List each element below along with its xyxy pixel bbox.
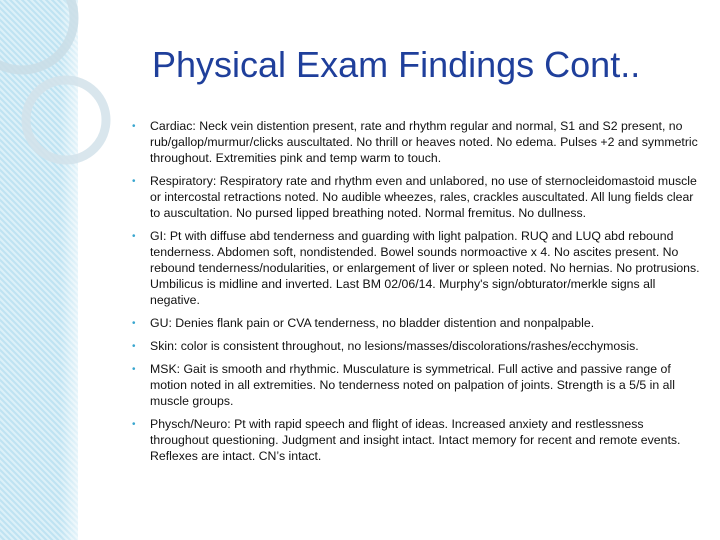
list-item-cardiac	[130, 118, 700, 166]
list-item-psych-neuro	[130, 416, 700, 464]
findings-list	[130, 118, 700, 471]
decorative-ring-small	[26, 80, 106, 160]
bullet-icon: •	[132, 364, 136, 375]
bullet-icon: •	[132, 318, 136, 329]
list-item-text: GU: Denies flank pain or CVA tenderness, no bladder distention and nonpalpable.	[150, 316, 595, 330]
list-item-skin	[130, 338, 700, 354]
bullet-icon: •	[132, 176, 136, 187]
bullet-icon: •	[132, 341, 136, 352]
decorative-ring-large	[0, 0, 74, 70]
list-item-text: Skin: color is consistent throughout, no lesions/masses/discolorations/rashes/ecchymosis.	[150, 339, 639, 353]
slide-title: Physical Exam Findings Cont..	[152, 44, 641, 85]
list-item-gi	[130, 228, 700, 308]
list-item-text: Cardiac: Neck vein distention present, rate and rhythm regular and normal, S1 and S2 present, no rub/gallop/murmur/clicks auscultated. No thrill or heaves noted. No edema. Pulses +2 and symmetric throughout. Extremities pink and temp warm to touch.	[150, 119, 698, 165]
list-item-gu	[130, 315, 700, 331]
list-item-msk	[130, 361, 700, 409]
bullet-icon: •	[132, 419, 136, 430]
list-item-text: Physch/Neuro: Pt with rapid speech and flight of ideas. Increased anxiety and restlessness throughout questioning. Judgment and insight intact. Intact memory for recent and remote events. Reflexes are intact. CN’s intact.	[150, 417, 681, 463]
list-item-respiratory	[130, 173, 700, 221]
bullet-icon: •	[132, 231, 136, 242]
list-item-text: MSK: Gait is smooth and rhythmic. Musculature is symmetrical. Full active and passive range of motion noted in all extremities. No tenderness noted on palpation of joints. Strength is a 5/5 in all muscle groups.	[150, 362, 675, 408]
list-item-text: GI: Pt with diffuse abd tenderness and guarding with light palpation. RUQ and LUQ abd rebound tenderness. Abdomen soft, nondistended. Bowel sounds normoactive x 4. No ascites present. No rebound tenderness/nodularities, or enlargement of liver or spleen noted. No hernias. No protrusions. Umbilicus is midline and inverted. Last BM 02/06/14. Murphy's sign/obturator/merkle signs all negative.	[150, 229, 700, 307]
list-item-text: Respiratory: Respiratory rate and rhythm even and unlabored, no use of sternocleidomastoid muscle or intercostal retractions noted. No audible wheezes, rales, crackles auscultated. All lung fields clear to auscultation. No pursed lipped breathing noted. Normal fremitus. No dullness.	[150, 174, 697, 220]
bullet-icon: •	[132, 121, 136, 132]
